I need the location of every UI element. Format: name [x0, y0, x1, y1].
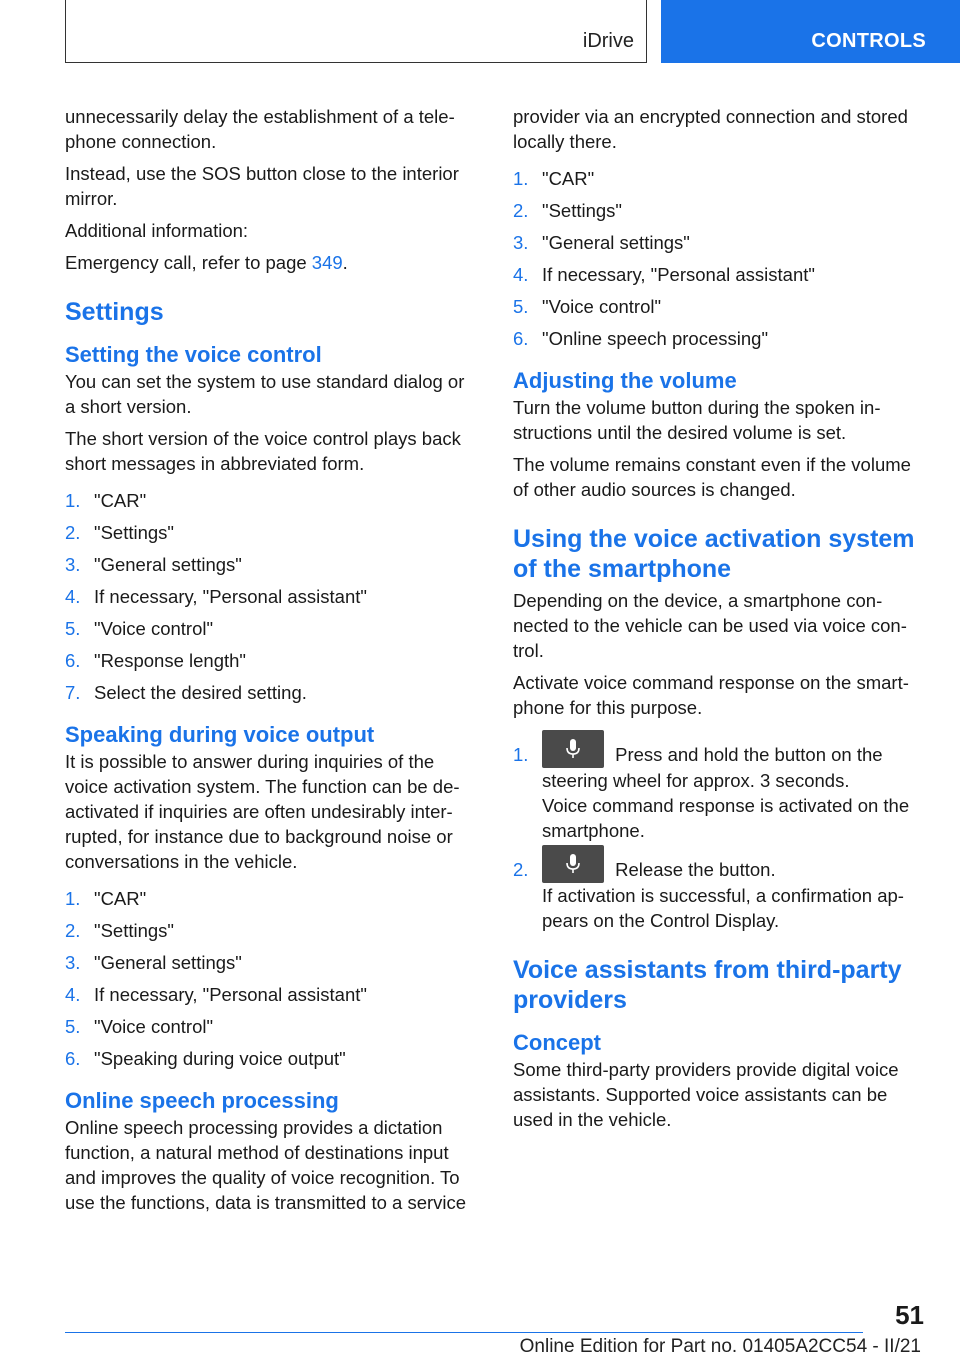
- step-number: 2.: [65, 920, 81, 941]
- list-item: [513, 742, 925, 843]
- step-number: 6.: [65, 650, 81, 671]
- step-number: 5.: [65, 618, 81, 639]
- right-column: [513, 104, 925, 1139]
- paragraph: Online speech processing provides a dictation function, a natural method of destinations input and improves the quality of voice recognition. To use the functions, data is transmitted to a service: [65, 1117, 467, 1213]
- step-text: If necessary, "Personal assistant": [542, 264, 815, 285]
- paragraph: Depending on the device, a smartphone connected to the vehicle can be used via voice control.: [513, 590, 907, 661]
- step-text: "Voice control": [542, 296, 662, 317]
- step-number: 3.: [65, 952, 81, 973]
- list-item: [65, 1046, 477, 1071]
- list-item: [65, 680, 477, 705]
- list-item: [65, 950, 477, 975]
- list-item: [65, 552, 477, 577]
- paragraph: It is possible to answer during inquiries of the voice activation system. The function can be deactivated if inquiries are often undesirably interrupted, for instance due to background noise or conversations in the vehicle.: [65, 751, 460, 872]
- step-number: 1.: [65, 888, 81, 909]
- footer-edition: Online Edition for Part no. 01405A2CC54 - II/21: [519, 1336, 921, 1357]
- step-number: 2.: [65, 522, 81, 543]
- step-number: 3.: [513, 232, 529, 253]
- paragraph: The short version of the voice control plays back short messages in abbreviated form.: [65, 428, 461, 474]
- step-text: "General settings": [94, 952, 242, 973]
- step-number: 4.: [65, 586, 81, 607]
- paragraph: unnecessarily delay the establishment of a telephone connection.: [65, 106, 455, 152]
- step-text: "General settings": [94, 554, 242, 575]
- paragraph: The volume remains constant even if the volume of other audio sources is changed.: [513, 454, 911, 500]
- page-link-349[interactable]: 349: [311, 252, 343, 273]
- emergency-call-ref: [65, 250, 477, 275]
- step-number: 6.: [513, 328, 529, 349]
- step-text: Select the desired setting.: [94, 682, 307, 703]
- step-number: 4.: [65, 984, 81, 1005]
- speaking-steps: [65, 886, 477, 1071]
- step-number: 2.: [513, 859, 529, 881]
- step-text: "Online speech processing": [542, 328, 769, 349]
- list-item: [513, 294, 925, 319]
- microphone-icon: [542, 730, 604, 768]
- step-text: Release the button.: [610, 859, 776, 881]
- volume-heading: Adjusting the volume: [513, 368, 737, 393]
- third-party-heading: Voice assistants from third-party providers: [513, 956, 902, 1015]
- list-item: [513, 166, 925, 191]
- paragraph: Activate voice command response on the smartphone for this purpose.: [513, 672, 909, 718]
- header-frame: [65, 0, 647, 63]
- microphone-icon: [542, 845, 604, 883]
- smartphone-steps: [513, 742, 925, 933]
- list-item: [65, 488, 477, 513]
- step-number: 1.: [65, 490, 81, 511]
- list-item: [513, 857, 925, 933]
- step-text: If necessary, "Personal assistant": [94, 586, 367, 607]
- paragraph: provider via an encrypted connection and stored locally there.: [513, 106, 908, 152]
- online-speech-heading: Online speech processing: [65, 1088, 339, 1113]
- step-number: 5.: [513, 296, 529, 317]
- step-text: "Voice control": [94, 618, 214, 639]
- paragraph: Additional information:: [65, 220, 249, 241]
- voice-control-steps: [65, 488, 477, 705]
- step-text: "Settings": [542, 200, 622, 221]
- list-item: [65, 886, 477, 911]
- list-item: [513, 262, 925, 287]
- paragraph: Some third-party providers provide digital voice assistants. Supported voice assistants can be used in the vehicle.: [513, 1059, 899, 1131]
- step-text: "Voice control": [94, 1016, 214, 1037]
- voice-control-heading: Setting the voice control: [65, 342, 322, 367]
- step-text: "CAR": [94, 888, 147, 909]
- step-number: 2.: [513, 200, 529, 221]
- step-text: "Settings": [94, 522, 174, 543]
- step-text: Press and hold the button on the steering wheel for approx. 3 seconds.: [542, 744, 883, 792]
- step-text: "Response length": [94, 650, 246, 671]
- header-section-title: iDrive: [582, 30, 634, 52]
- online-speech-steps: [513, 166, 925, 351]
- list-item: [65, 918, 477, 943]
- step-text: "Speaking during voice output": [94, 1048, 346, 1069]
- step-number: 3.: [65, 554, 81, 575]
- list-item: [513, 326, 925, 351]
- page-number: 51: [895, 1300, 924, 1330]
- list-item: [513, 230, 925, 255]
- list-item: [65, 648, 477, 673]
- list-item: [65, 520, 477, 545]
- step-text: "CAR": [94, 490, 147, 511]
- paragraph: Turn the volume button during the spoken instructions until the desired volume is set.: [513, 397, 881, 443]
- list-item: [65, 584, 477, 609]
- list-item: [65, 1014, 477, 1039]
- list-item: [513, 198, 925, 223]
- step-note: If activation is successful, a confirmation appears on the Control Display.: [542, 885, 904, 932]
- step-number: 7.: [65, 682, 81, 703]
- list-item: [65, 982, 477, 1007]
- step-text: "Settings": [94, 920, 174, 941]
- ref-text: Emergency call, refer to page: [65, 252, 312, 273]
- step-number: 5.: [65, 1016, 81, 1037]
- step-number: 1.: [513, 744, 529, 765]
- settings-heading: Settings: [65, 298, 164, 326]
- step-number: 4.: [513, 264, 529, 285]
- step-text: "CAR": [542, 168, 595, 189]
- ref-end: .: [342, 252, 348, 273]
- speaking-heading: Speaking during voice output: [65, 722, 375, 747]
- step-number: 6.: [65, 1048, 81, 1069]
- step-note: Voice command response is activated on the smartphone.: [542, 795, 910, 842]
- step-text: If necessary, "Personal assistant": [94, 984, 367, 1005]
- paragraph: You can set the system to use standard dialog or a short version.: [65, 371, 465, 417]
- left-column: [65, 104, 477, 1222]
- concept-heading: Concept: [513, 1030, 601, 1056]
- smartphone-heading: Using the voice activation system of the smartphone: [513, 525, 915, 583]
- step-text: "General settings": [542, 232, 690, 253]
- header-chapter-label: CONTROLS: [811, 30, 926, 52]
- step-number: 1.: [513, 168, 529, 189]
- footer-divider: [65, 1332, 863, 1333]
- list-item: [65, 616, 477, 641]
- header-chapter-tab[interactable]: [661, 0, 960, 63]
- paragraph: Instead, use the SOS button close to the interior mirror.: [65, 163, 459, 209]
